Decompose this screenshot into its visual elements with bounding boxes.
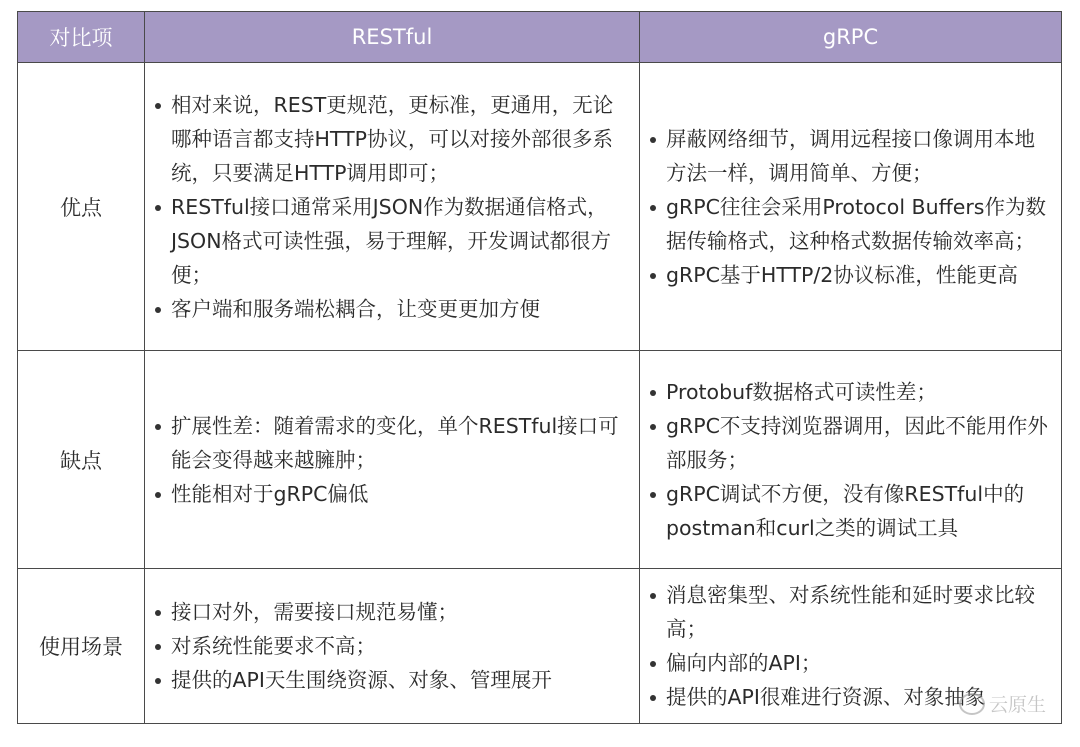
row-label: 使用场景 [18, 569, 145, 724]
watermark [959, 690, 1046, 717]
watermark-text: 云原生 [988, 694, 1046, 716]
restful-cons-cell [145, 351, 640, 569]
wechat-icon [959, 693, 985, 715]
header-restful: RESTful [145, 12, 640, 63]
bullet-list [153, 409, 633, 511]
list-item: Protobuf数据格式可读性差； [648, 375, 1055, 409]
row-pros [18, 63, 1062, 351]
row-label: 优点 [18, 63, 145, 351]
list-item: RESTful接口通常采用JSON作为数据通信格式，JSON格式可读性强，易于理解，开发调试都很方便； [153, 190, 633, 292]
list-item: 相对来说，REST更规范，更标准，更通用，无论哪种语言都支持HTTP协议，可以对接外部很多系统，只要满足HTTP调用即可； [153, 88, 633, 190]
list-item: 偏向内部的API； [648, 646, 1055, 680]
restful-pros-cell [145, 63, 640, 351]
comparison-table [17, 11, 1062, 724]
bullet-list [153, 595, 633, 697]
row-label: 缺点 [18, 351, 145, 569]
list-item: gRPC调试不方便，没有像RESTful中的postman和curl之类的调试工具 [648, 477, 1055, 545]
row-scenarios [18, 569, 1062, 724]
list-item: gRPC不支持浏览器调用，因此不能用作外部服务； [648, 409, 1055, 477]
list-item: 客户端和服务端松耦合，让变更更加方便 [153, 292, 633, 326]
list-item: 性能相对于gRPC偏低 [153, 477, 633, 511]
list-item: 接口对外，需要接口规范易懂； [153, 595, 633, 629]
header-row [18, 12, 1062, 63]
header-item: 对比项 [18, 12, 145, 63]
list-item: 对系统性能要求不高； [153, 629, 633, 663]
list-item: 屏蔽网络细节，调用远程接口像调用本地方法一样，调用简单、方便； [648, 122, 1055, 190]
grpc-pros-cell [640, 63, 1062, 351]
bullet-list [648, 375, 1055, 545]
bullet-list [153, 88, 633, 326]
row-cons [18, 351, 1062, 569]
list-item: gRPC往往会采用Protocol Buffers作为数据传输格式，这种格式数据传输效率高； [648, 190, 1055, 258]
list-item: 提供的API很难进行资源、对象抽象 [648, 680, 1055, 714]
list-item: gRPC基于HTTP/2协议标准，性能更高 [648, 258, 1055, 292]
grpc-cons-cell [640, 351, 1062, 569]
restful-scenarios-cell [145, 569, 640, 724]
list-item: 扩展性差：随着需求的变化，单个RESTful接口可能会变得越来越臃肿； [153, 409, 633, 477]
bullet-list [648, 122, 1055, 292]
header-grpc: gRPC [640, 12, 1062, 63]
list-item: 消息密集型、对系统性能和延时要求比较高； [648, 578, 1055, 646]
list-item: 提供的API天生围绕资源、对象、管理展开 [153, 663, 633, 697]
